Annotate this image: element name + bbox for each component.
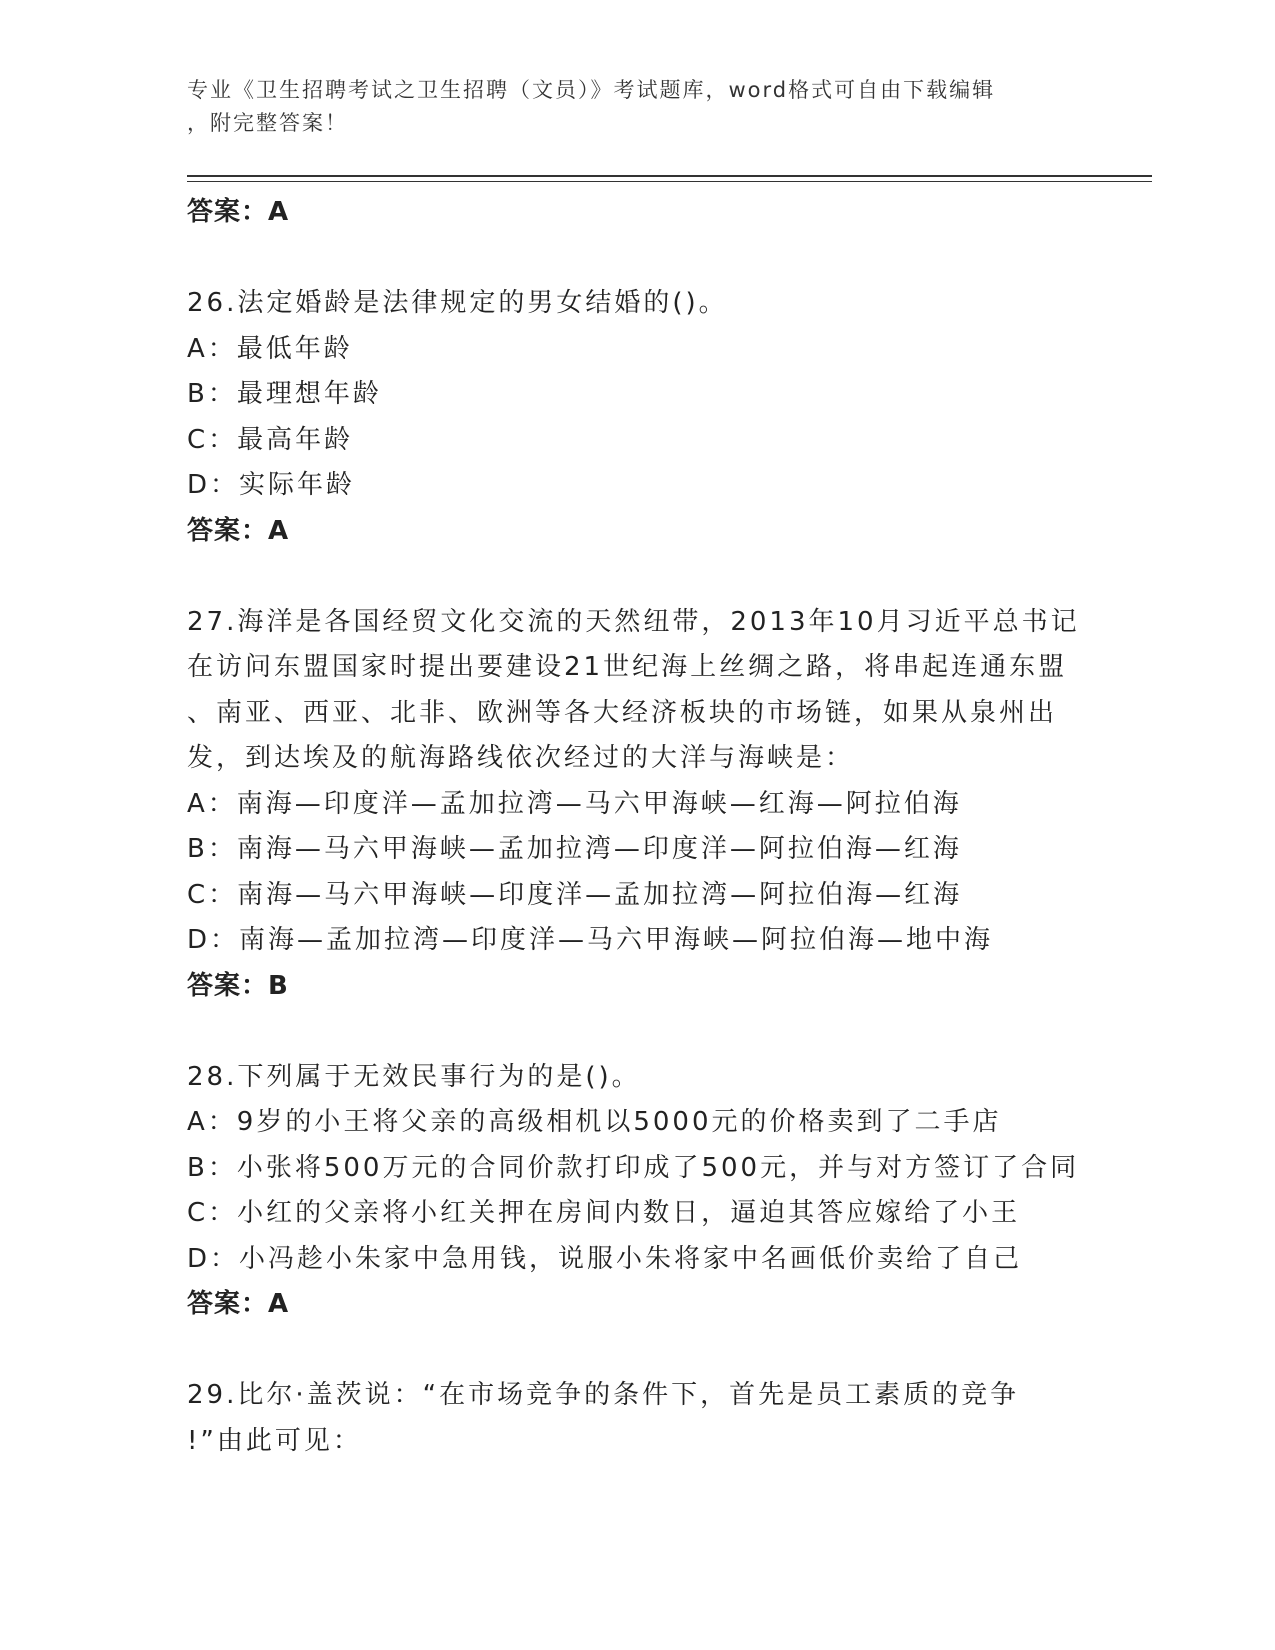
question-text: 26.法定婚龄是法律规定的男女结婚的()。 <box>187 288 728 318</box>
question-text-line-1: 29.比尔·盖茨说：“在市场竞争的条件下，首先是员工素质的竞争 <box>187 1380 1020 1410</box>
previous-answer: 答案：A <box>187 197 290 227</box>
header-divider-thick <box>187 175 1152 177</box>
question-text-line-3: 、南亚、西亚、北非、欧洲等各大经济板块的市场链，如果从泉州出 <box>187 697 1058 728</box>
question-29 <box>187 1373 1087 1464</box>
question-28 <box>187 1055 1087 1328</box>
option-b: B：最理想年龄 <box>187 379 382 409</box>
header-line-2: ，附完整答案！ <box>187 111 348 135</box>
question-text: 28.下列属于无效民事行为的是()。 <box>187 1061 641 1092</box>
option-d: D：南海—孟加拉湾—印度洋—马六甲海峡—阿拉伯海—地中海 <box>187 925 994 955</box>
spacer <box>187 1328 1087 1374</box>
document-header <box>187 74 1067 140</box>
option-d: D：实际年龄 <box>187 470 356 500</box>
question-27 <box>187 600 1087 1010</box>
question-text-line-4: 发，到达埃及的航海路线依次经过的大洋与海峡是： <box>187 743 855 773</box>
spacer <box>187 554 1087 600</box>
question-26 <box>187 281 1087 554</box>
spacer <box>187 236 1087 282</box>
option-c: C：最高年龄 <box>187 424 354 455</box>
question-text-line-1: 27.海洋是各国经贸文化交流的天然纽带，2013年10月习近平总书记 <box>187 606 1080 637</box>
question-list <box>187 190 1087 1464</box>
question-text-line-2: !”由此可见： <box>187 1425 362 1456</box>
header-divider-thin <box>187 181 1152 182</box>
answer-line: 答案：A <box>187 515 290 546</box>
answer-line: 答案：A <box>187 1289 290 1319</box>
option-c: C：小红的父亲将小红关押在房间内数日，逼迫其答应嫁给了小王 <box>187 1198 1021 1228</box>
header-line-1: 专业《卫生招聘考试之卫生招聘（文员）》考试题库，word格式可自由下载编辑 <box>187 78 996 102</box>
spacer <box>187 1009 1087 1055</box>
option-d: D：小冯趁小朱家中急用钱，说服小朱将家中名画低价卖给了自己 <box>187 1243 1023 1274</box>
answer-line: 答案：B <box>187 970 289 1001</box>
option-b: B：南海—马六甲海峡—孟加拉湾—印度洋—阿拉伯海—红海 <box>187 834 962 864</box>
option-c: C：南海—马六甲海峡—印度洋—孟加拉湾—阿拉伯海—红海 <box>187 879 963 910</box>
option-a: A：9岁的小王将父亲的高级相机以5000元的价格卖到了二手店 <box>187 1107 1002 1137</box>
option-b: B：小张将500万元的合同价款打印成了500元，并与对方签订了合同 <box>187 1152 1080 1183</box>
option-a: A：南海—印度洋—孟加拉湾—马六甲海峡—红海—阿拉伯海 <box>187 788 962 819</box>
option-a: A：最低年龄 <box>187 333 353 364</box>
question-text-line-2: 在访问东盟国家时提出要建设21世纪海上丝绸之路，将串起连通东盟 <box>187 652 1068 682</box>
